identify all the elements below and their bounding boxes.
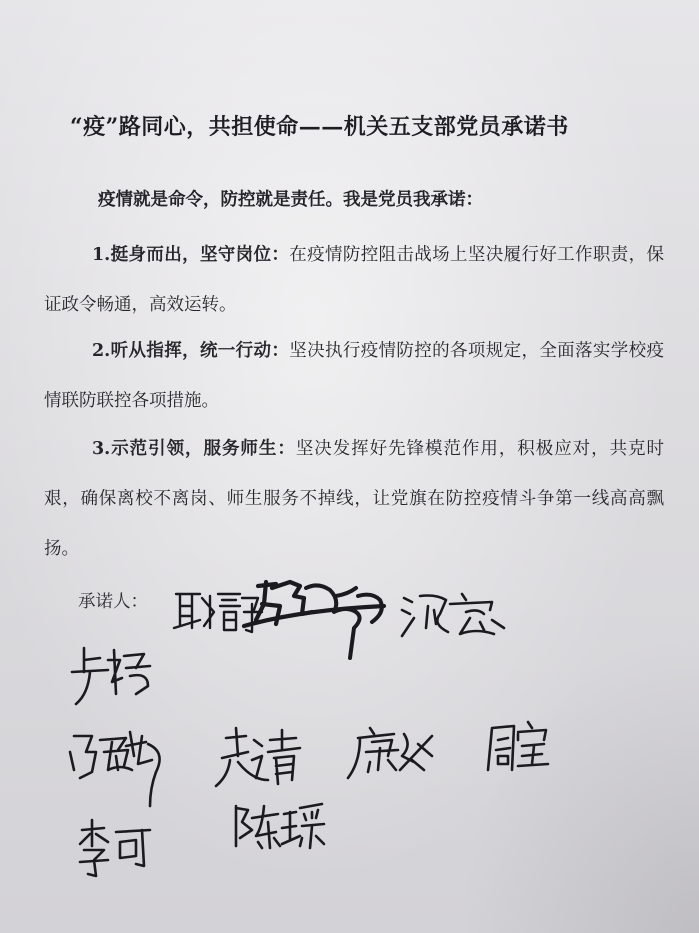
pledge-point-3-text: 坚决发挥好先锋模范作用，积极应对，共克时艰，确保离校不离岗、师生服务不掉线，让党旗在防控疫情斗争第一线高高飘扬。 <box>44 439 664 559</box>
intro-line: 疫情就是命令，防控就是责任。我是党员我承诺： <box>98 190 483 210</box>
pledge-point-1-heading: 1.挺身而出，坚守岗位： <box>92 245 290 265</box>
signature-6 <box>216 728 300 786</box>
signature-7 <box>348 728 432 778</box>
signature-3 <box>402 594 504 636</box>
signature-4 <box>72 648 150 704</box>
promiser-label: 承诺人： <box>78 592 148 612</box>
document-title: “疫”路同心，共担使命——机关五支部党员承诺书 <box>70 114 569 140</box>
signature-5 <box>70 732 160 806</box>
pledge-point-2-text: 坚决执行疫情防控的各项规定，全面落实学校疫情联防联控各项措施。 <box>44 341 664 411</box>
signature-8 <box>488 722 548 770</box>
signature-9 <box>80 820 150 876</box>
pledge-point-1-text: 在疫情防控阻击战场上坚决履行好工作职责，保证政令畅通，高效运转。 <box>44 245 664 315</box>
signature-2 <box>244 582 384 658</box>
pledge-point-3-heading: 3.示范引领，服务师生： <box>92 439 296 459</box>
signature-10 <box>236 804 324 848</box>
pledge-point-2-heading: 2.听从指挥，统一行动： <box>92 341 290 361</box>
